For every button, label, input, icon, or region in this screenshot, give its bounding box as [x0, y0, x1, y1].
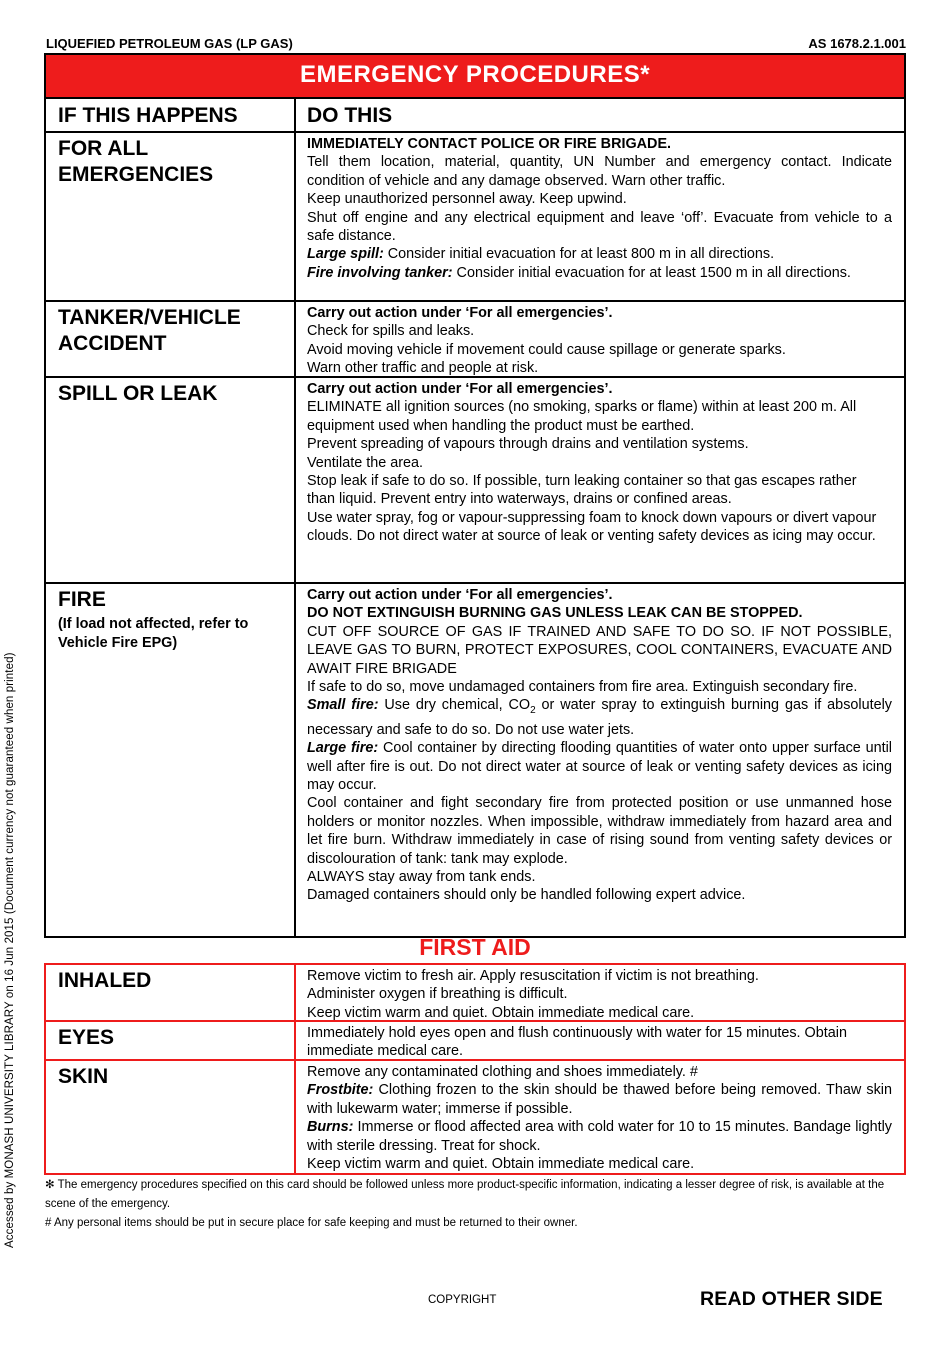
spill-or-leak-actions: Carry out action under ‘For all emergencies’. ELIMINATE all ignition sources (no smoking, sparks or flame) within at least 200 m. All equipment used when handling the product must be earthed. Prevent spreading of vapours through drains and ventilation systems. Ventilate the area. Stop leak if safe to do so. If possible, turn leaking container so that gas escapes rather than liquid. Prevent entry into waterways, drains or confined areas. Use water spray, fog or vapour-suppressing foam to knock down vapours or divert vapour clouds. Do not direct water at source of leak or venting safety devices as icing may occur. — [307, 381, 877, 545]
copyright-label: COPYRIGHT — [428, 1294, 497, 1306]
row-all-emergencies — [46, 133, 904, 302]
emergency-procedures-title: EMERGENCY PROCEDURES* — [46, 55, 904, 99]
emergency-procedures-table — [44, 53, 906, 938]
row-skin — [46, 1061, 904, 1173]
fire-actions: Carry out action under ‘For all emergencies’. DO NOT EXTINGUISH BURNING GAS UNLESS LEAK CAN BE STOPPED. CUT OFF SOURCE OF GAS IF TRAINED AND SAFE TO DO SO. IF NOT POSSIBLE, LEAVE GAS TO BURN, PROTECT EXPOSURES, COOL CONTAINERS, EVACUATE AND AWAIT FIRE BRIGADE If safe to do so, move undamaged containers from fire area. Extinguish secondary fire. Small fire: Use dry chemical, $CO_2$ or water spray to extinguish burning gas if absolutely necessary and safe to do so. Do not use water jets. Large fire: Cool container by directing flooding quantities of water onto upper surface until well after fire is out. Do not direct water at source of leak or venting safety devices as icing may occur. Cool container and fight secondary fire from protected position or use unmanned hose holders or monitor nozzles. When impossible, withdraw immediately from hazard area and let fire burn. Withdraw immediately in case of rising sound from venting safety devices or discolouration of tank: tank may explode. ALWAYS stay away from tank ends. Damaged containers should only be handled following expert advice. — [307, 587, 892, 904]
vehicle-accident-actions: Carry out action under ‘For all emergencies’. Check for spills and leaks. Avoid moving vehicle if movement could cause spillage or generate sparks. Warn other traffic and people at risk. — [307, 305, 786, 377]
row-eyes — [46, 1022, 904, 1061]
document-header — [46, 34, 906, 52]
col-do-this: DO THIS — [307, 104, 393, 127]
row-spill-or-leak — [46, 378, 904, 584]
row-head-spill-or-leak: SPILL OR LEAK — [58, 382, 218, 405]
row-head-vehicle-accident: TANKER/VEHICLE ACCIDENT — [58, 306, 241, 355]
read-other-side-label: READ OTHER SIDE — [700, 1288, 883, 1310]
row-head-fire: FIRE — [58, 588, 106, 611]
product-name: LIQUEFIED PETROLEUM GAS (LP GAS) — [46, 35, 293, 51]
all-emergencies-actions: IMMEDIATELY CONTACT POLICE OR FIRE BRIGADE. Tell them location, material, quantity, UN Number and emergency contact. Indicate condition of vehicle and any damage observed. Warn other traffic. Keep unauthorized personnel away. Keep upwind. Shut off engine and any electrical equipment and leave ‘off’. Evacuate from vehicle to a safe distance. Large spill: Consider initial evacuation for at least 800 m in all directions. Fire involving tanker: Consider initial evacuation for at least 1500 m in all directions. — [307, 136, 892, 281]
footnote-hash: # Any personal items should be put in secure place for safe keeping and must be returned to their owner. — [45, 1217, 578, 1229]
col-if-this-happens: IF THIS HAPPENS — [58, 104, 238, 127]
footnote-asterisk: ✻ The emergency procedures specified on this card should be followed unless more product-specific information, indicating a lesser degree of risk, is available at the scene of the emergency. — [45, 1179, 885, 1210]
column-header-row — [46, 99, 904, 133]
access-watermark: Accessed by MONASH UNIVERSITY LIBRARY on 16 Jun 2015 (Document currency not guaranteed when printed) — [4, 652, 16, 1248]
inhaled-actions: Remove victim to fresh air. Apply resuscitation if victim is not breathing. Administer oxygen if breathing is difficult. Keep victim warm and quiet. Obtain immediate medical care. — [307, 968, 759, 1021]
row-head-all-emergencies: FOR ALL EMERGENCIES — [58, 137, 214, 186]
row-head-skin: SKIN — [58, 1065, 109, 1088]
first-aid-table — [44, 963, 906, 1175]
footnotes — [45, 1176, 907, 1233]
row-inhaled — [46, 965, 904, 1022]
eyes-actions: Immediately hold eyes open and flush continuously with water for 15 minutes. Obtain immediate medical care. — [307, 1025, 847, 1060]
standard-number: AS 1678.2.1.001 — [808, 35, 906, 51]
row-head-eyes: EYES — [58, 1026, 115, 1049]
row-head-inhaled: INHALED — [58, 969, 152, 992]
fire-subnote: (If load not affected, refer to Vehicle Fire EPG) — [58, 616, 249, 651]
row-vehicle-accident — [46, 302, 904, 378]
first-aid-title: FIRST AID — [419, 934, 531, 960]
skin-actions: Remove any contaminated clothing and shoes immediately. # Frostbite: Clothing frozen to the skin should be thawed before being removed. Thaw skin with lukewarm water; immerse if possible. Burns: Immerse or flood affected area with cold water for 10 to 15 minutes. Bandage lightly with sterile dressing. Treat for shock. Keep victim warm and quiet. Obtain immediate medical care. — [307, 1064, 892, 1173]
row-fire — [46, 584, 904, 936]
